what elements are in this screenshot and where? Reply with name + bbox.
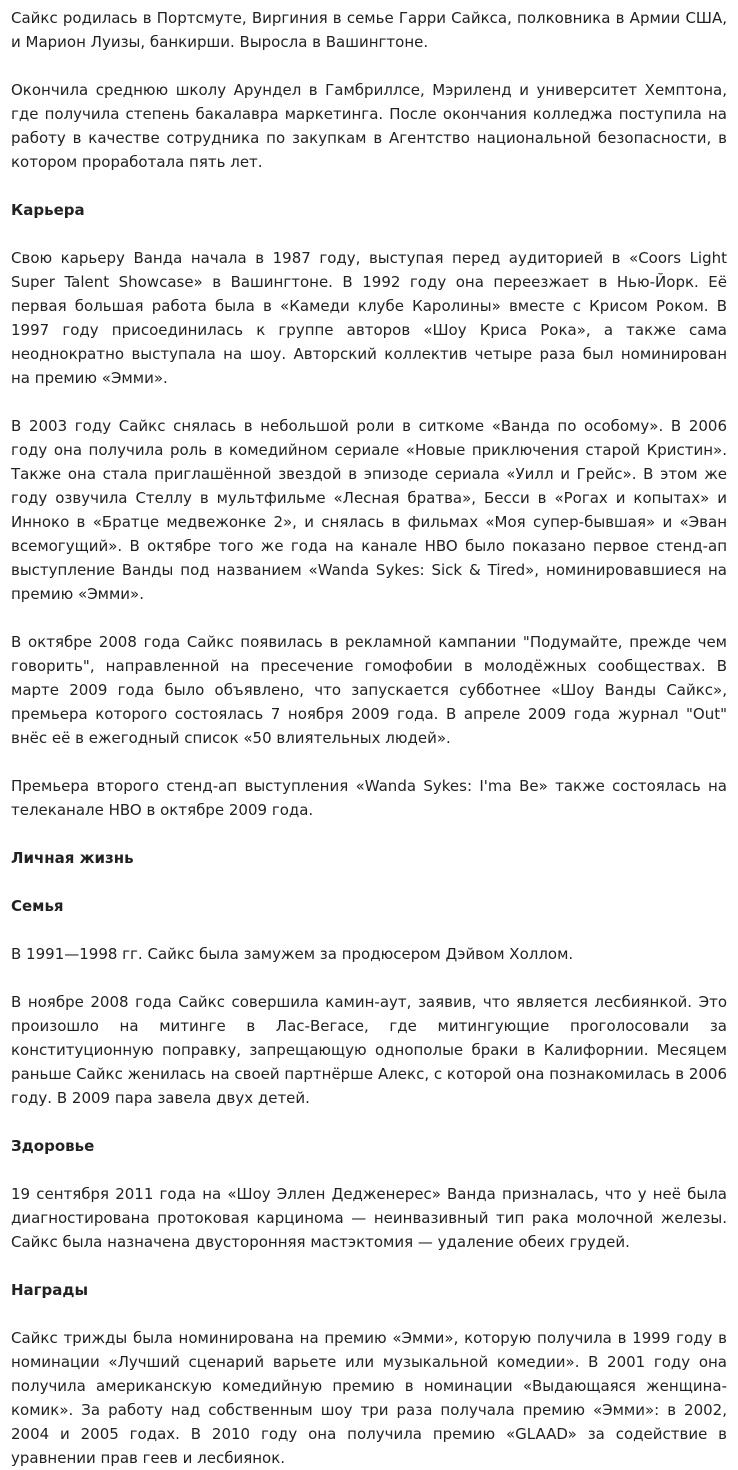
career-paragraph-4: Премьера второго стенд-ап выступления «Wanda Sykes: I'ma Be» также состоялась на телеканале HBO в октябре 2009 года.	[11, 777, 727, 819]
section-heading-awards: Награды	[11, 1281, 89, 1299]
career-paragraph-2: В 2003 году Сайкс снялась в небольшой роли в ситкоме «Ванда по особому». В 2006 году она получила роль в комедийном сериале «Новые приключения старой Кристин». Также она стала приглашённой звездой в эпизоде сериала «Уилл и Грейс». В этом же году озвучила Стеллу в мультфильме «Лесная братва», Бесси в «Рогах и копытах» и Инноко в «Братце медвежонке 2», и снялась в фильмах «Моя супер-бывшая» и «Эван всемогущий». В октябре того же года на канале HBO было показано первое стенд-ап выступление Ванды под названием «Wanda Sykes: Sick & Tired», номинировавшиеся на премию «Эмми».	[11, 417, 727, 603]
section-heading-health: Здоровье	[11, 1137, 95, 1155]
section-heading-family: Семья	[11, 897, 64, 915]
intro-paragraph-1: Сайкс родилась в Портсмуте, Виргиния в семье Гарри Сайкса, полковника в Армии США, и Марион Луизы, банкирши. Выросла в Вашингтоне.	[11, 9, 727, 51]
section-heading-personal-life: Личная жизнь	[11, 849, 134, 867]
awards-paragraph-1: Сайкс трижды была номинирована на премию «Эмми», которую получила в 1999 году в номинации «Лучший сценарий варьете или музыкальной комедии». В 2001 году она получила американскую комедийную премию в номинации «Выдающаяся женщина-комик». За работу над собственным шоу три раза получала премию «Эмми»: в 2002, 2004 и 2005 годах. В 2010 году она получила премию «GLAAD» за содействие в уравнении прав геев и лесбиянок.	[11, 1329, 727, 1467]
intro-paragraph-2: Окончила среднюю школу Арундел в Гамбриллсе, Мэриленд и университет Хемптона, где получила степень бакалавра маркетинга. После окончания колледжа поступила на работу в качестве сотрудника по закупкам в Агентство национальной безопасности, в котором проработала пять лет.	[11, 81, 727, 171]
family-paragraph-2: В ноябре 2008 года Сайкс совершила камин-аут, заявив, что является лесбиянкой. Это произошло на митинге в Лас-Вегасе, где митингующие проголосовали за конституционную поправку, запрещающую однополые браки в Калифорнии. Месяцем раньше Сайкс женилась на своей партнёрше Алекс, с которой она познакомилась в 2006 году. В 2009 пара завела двух детей.	[11, 993, 727, 1107]
career-paragraph-1: Свою карьеру Ванда начала в 1987 году, выступая перед аудиторией в «Coors Light Super Talent Showcase» в Вашингтоне. В 1992 году она переезжает в Нью-Йорк. Её первая большая работа была в «Камеди клубе Каролины» вместе с Крисом Роком. В 1997 году присоединилась к группе авторов «Шоу Криса Рока», а также сама неоднократно выступала на шоу. Авторский коллектив четыре раза был номинирован на премию «Эмми».	[11, 249, 727, 387]
section-heading-career: Карьера	[11, 201, 85, 219]
family-paragraph-1: В 1991—1998 гг. Сайкс была замужем за продюсером Дэйвом Холлом.	[11, 945, 574, 963]
health-paragraph-1: 19 сентября 2011 года на «Шоу Эллен Дедженерес» Ванда призналась, что у неё была диагностирована протоковая карцинома — неинвазивный тип рака молочной железы. Сайкс была назначена двусторонняя мастэктомия — удаление обеих грудей.	[11, 1185, 727, 1251]
career-paragraph-3: В октябре 2008 года Сайкс появилась в рекламной кампании "Подумайте, прежде чем говорить", направленной на пресечение гомофобии в молодёжных сообществах. В марте 2009 года было объявлено, что запускается субботнее «Шоу Ванды Сайкс», премьера которого состоялась 7 ноября 2009 года. В апреле 2009 года журнал "Out" внёс её в ежегодный список «50 влиятельных людей».	[11, 633, 727, 747]
